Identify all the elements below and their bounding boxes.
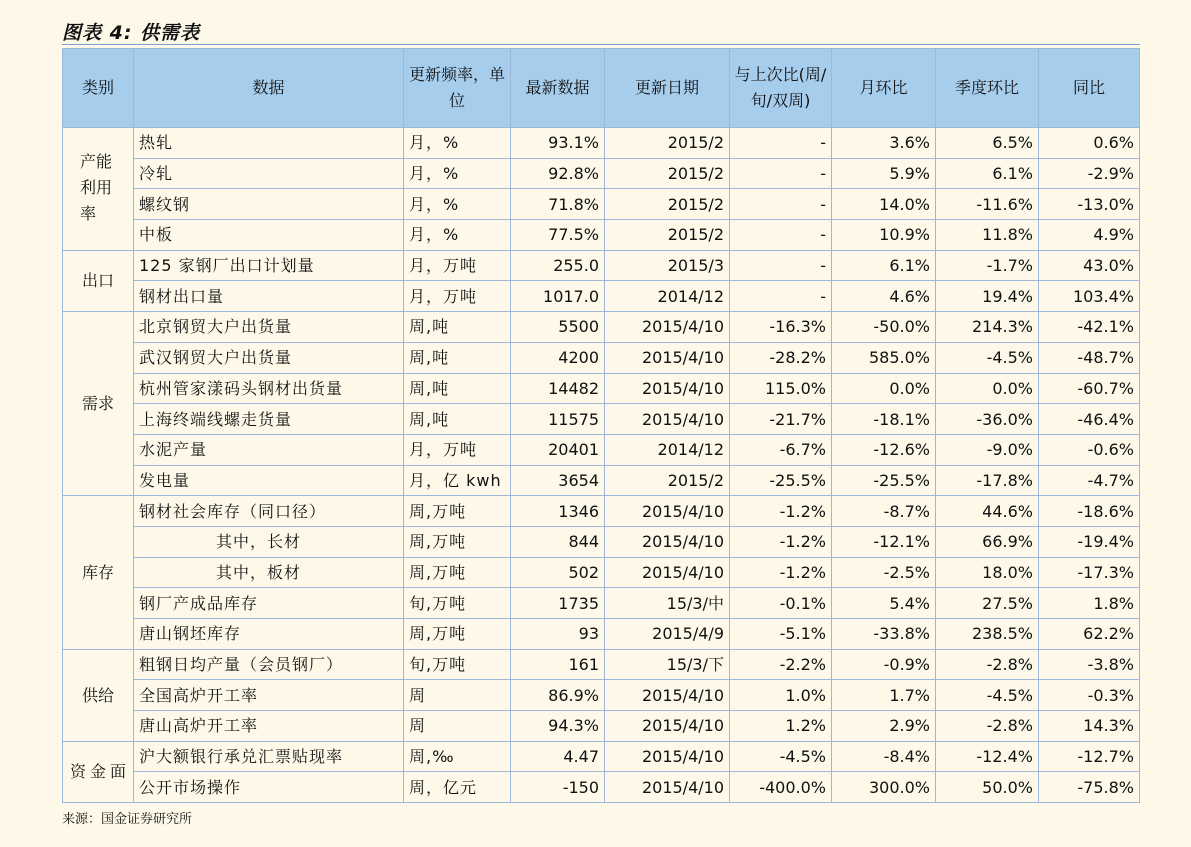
mom-cell: 5.9% (832, 158, 936, 189)
source-note: 来源：国金证券研究所 (62, 812, 193, 827)
date-cell: 2015/4/10 (605, 526, 730, 557)
date-cell: 15/3/中 (605, 588, 730, 619)
vs-prev-cell: 1.0% (730, 680, 832, 711)
date-cell: 2015/4/10 (605, 711, 730, 742)
vs-prev-cell: 1.2% (730, 711, 832, 742)
yoy-cell: 0.6% (1039, 128, 1140, 159)
data-name-cell: 粗钢日均产量（会员钢厂） (134, 649, 404, 680)
data-name-cell: 杭州管家漾码头钢材出货量 (134, 373, 404, 404)
category-cell (63, 741, 134, 802)
header-qoq: 季度环比 (936, 49, 1039, 128)
unit-cell: 周,吨 (404, 312, 511, 343)
header-vs-prev: 与上次比(周/旬/双周) (730, 49, 832, 128)
mom-cell: -12.6% (832, 434, 936, 465)
category-label: 供给 (81, 685, 114, 705)
qoq-cell: 50.0% (936, 772, 1039, 803)
unit-cell: 周,万吨 (404, 526, 511, 557)
latest-cell: 71.8% (511, 189, 605, 220)
vs-prev-cell: -6.7% (730, 434, 832, 465)
latest-cell: 255.0 (511, 250, 605, 281)
data-name-cell: 冷轧 (134, 158, 404, 189)
yoy-cell: -4.7% (1039, 465, 1140, 496)
data-name-cell: 中板 (134, 220, 404, 251)
latest-cell: 4200 (511, 342, 605, 373)
unit-cell: 月，亿 kwh (404, 465, 511, 496)
qoq-cell: 11.8% (936, 220, 1039, 251)
latest-cell: 77.5% (511, 220, 605, 251)
category-cell (63, 312, 134, 496)
data-name-cell: 武汉钢贸大户出货量 (134, 342, 404, 373)
vs-prev-cell: - (730, 250, 832, 281)
table-row (63, 557, 1140, 588)
data-name-cell: 水泥产量 (134, 434, 404, 465)
vs-prev-cell: -28.2% (730, 342, 832, 373)
table-row (63, 342, 1140, 373)
table-title: 图表 4: 供需表 (62, 22, 201, 44)
vs-prev-cell: -16.3% (730, 312, 832, 343)
latest-cell: 161 (511, 649, 605, 680)
latest-cell: 11575 (511, 404, 605, 435)
qoq-cell: 238.5% (936, 619, 1039, 650)
date-cell: 2015/4/10 (605, 680, 730, 711)
mom-cell: 585.0% (832, 342, 936, 373)
unit-cell: 月，% (404, 128, 511, 159)
unit-cell: 月，% (404, 189, 511, 220)
category-label: 库存 (81, 562, 114, 582)
mom-cell: -33.8% (832, 619, 936, 650)
data-name-cell: 北京钢贸大户出货量 (134, 312, 404, 343)
latest-cell: 92.8% (511, 158, 605, 189)
date-cell: 2015/4/9 (605, 619, 730, 650)
table-row (63, 619, 1140, 650)
date-cell: 2015/4/10 (605, 373, 730, 404)
table-row (63, 312, 1140, 343)
latest-cell: -150 (511, 772, 605, 803)
table-body (63, 128, 1140, 803)
mom-cell: 2.9% (832, 711, 936, 742)
data-name-cell: 钢材出口量 (134, 281, 404, 312)
yoy-cell: -46.4% (1039, 404, 1140, 435)
qoq-cell: 27.5% (936, 588, 1039, 619)
qoq-cell: 6.5% (936, 128, 1039, 159)
table-row (63, 189, 1140, 220)
yoy-cell: 43.0% (1039, 250, 1140, 281)
unit-cell: 月，万吨 (404, 434, 511, 465)
category-cell (63, 128, 134, 251)
qoq-cell: 6.1% (936, 158, 1039, 189)
mom-cell: 4.6% (832, 281, 936, 312)
category-label: 资金面 (70, 762, 126, 782)
qoq-cell: 44.6% (936, 496, 1039, 527)
header-mom: 月环比 (832, 49, 936, 128)
unit-cell: 周,吨 (404, 342, 511, 373)
yoy-cell: -13.0% (1039, 189, 1140, 220)
yoy-cell: -42.1% (1039, 312, 1140, 343)
yoy-cell: 1.8% (1039, 588, 1140, 619)
yoy-cell: -17.3% (1039, 557, 1140, 588)
qoq-cell: 66.9% (936, 526, 1039, 557)
date-cell: 2015/2 (605, 465, 730, 496)
mom-cell: -8.4% (832, 741, 936, 772)
yoy-cell: -3.8% (1039, 649, 1140, 680)
header-freq-unit: 更新频率，单位 (404, 49, 511, 128)
latest-cell: 1735 (511, 588, 605, 619)
latest-cell: 1017.0 (511, 281, 605, 312)
latest-cell: 1346 (511, 496, 605, 527)
date-cell: 2015/2 (605, 189, 730, 220)
vs-prev-cell: 115.0% (730, 373, 832, 404)
vs-prev-cell: -1.2% (730, 496, 832, 527)
header-latest: 最新数据 (511, 49, 605, 128)
table-row (63, 281, 1140, 312)
unit-cell: 周,万吨 (404, 496, 511, 527)
data-name-cell: 其中，长材 (134, 526, 404, 557)
date-cell: 2015/4/10 (605, 312, 730, 343)
header-data: 数据 (134, 49, 404, 128)
table-row (63, 220, 1140, 251)
latest-cell: 4.47 (511, 741, 605, 772)
unit-cell: 周,‰ (404, 741, 511, 772)
table-row (63, 434, 1140, 465)
data-name-cell: 发电量 (134, 465, 404, 496)
table-row (63, 250, 1140, 281)
date-cell: 2015/4/10 (605, 772, 730, 803)
mom-cell: 5.4% (832, 588, 936, 619)
date-cell: 2014/12 (605, 281, 730, 312)
table-row (63, 680, 1140, 711)
table-row (63, 373, 1140, 404)
yoy-cell: -75.8% (1039, 772, 1140, 803)
mom-cell: 300.0% (832, 772, 936, 803)
date-cell: 2015/2 (605, 158, 730, 189)
yoy-cell: -12.7% (1039, 741, 1140, 772)
mom-cell: 1.7% (832, 680, 936, 711)
qoq-cell: 19.4% (936, 281, 1039, 312)
mom-cell: -8.7% (832, 496, 936, 527)
category-label: 产能利用率 (80, 152, 113, 224)
unit-cell: 旬,万吨 (404, 649, 511, 680)
yoy-cell: 103.4% (1039, 281, 1140, 312)
qoq-cell: -4.5% (936, 680, 1039, 711)
data-name-cell: 公开市场操作 (134, 772, 404, 803)
table-row (63, 649, 1140, 680)
data-name-cell: 125 家钢厂出口计划量 (134, 250, 404, 281)
data-name-cell: 上海终端线螺走货量 (134, 404, 404, 435)
unit-cell: 周,吨 (404, 404, 511, 435)
table-row (63, 158, 1140, 189)
latest-cell: 5500 (511, 312, 605, 343)
unit-cell: 周 (404, 680, 511, 711)
table-row (63, 741, 1140, 772)
category-cell (63, 649, 134, 741)
data-name-cell: 螺纹钢 (134, 189, 404, 220)
mom-cell: -12.1% (832, 526, 936, 557)
vs-prev-cell: -400.0% (730, 772, 832, 803)
yoy-cell: -60.7% (1039, 373, 1140, 404)
unit-cell: 旬,万吨 (404, 588, 511, 619)
mom-cell: -2.5% (832, 557, 936, 588)
category-cell (63, 250, 134, 311)
category-cell (63, 496, 134, 649)
category-label: 出口 (81, 271, 114, 291)
data-name-cell: 全国高炉开工率 (134, 680, 404, 711)
qoq-cell: 0.0% (936, 373, 1039, 404)
date-cell: 2015/3 (605, 250, 730, 281)
latest-cell: 86.9% (511, 680, 605, 711)
vs-prev-cell: -21.7% (730, 404, 832, 435)
data-name-cell: 其中，板材 (134, 557, 404, 588)
latest-cell: 844 (511, 526, 605, 557)
unit-cell: 月，% (404, 220, 511, 251)
yoy-cell: 14.3% (1039, 711, 1140, 742)
qoq-cell: -9.0% (936, 434, 1039, 465)
vs-prev-cell: -1.2% (730, 526, 832, 557)
mom-cell: -50.0% (832, 312, 936, 343)
mom-cell: -18.1% (832, 404, 936, 435)
date-cell: 2015/4/10 (605, 496, 730, 527)
latest-cell: 93.1% (511, 128, 605, 159)
qoq-cell: -1.7% (936, 250, 1039, 281)
category-label: 需求 (81, 394, 114, 414)
vs-prev-cell: -25.5% (730, 465, 832, 496)
yoy-cell: 62.2% (1039, 619, 1140, 650)
yoy-cell: 4.9% (1039, 220, 1140, 251)
vs-prev-cell: - (730, 128, 832, 159)
unit-cell: 月，万吨 (404, 250, 511, 281)
data-name-cell: 热轧 (134, 128, 404, 159)
header-yoy: 同比 (1039, 49, 1140, 128)
mom-cell: 10.9% (832, 220, 936, 251)
yoy-cell: -0.3% (1039, 680, 1140, 711)
table-row (63, 772, 1140, 803)
mom-cell: 3.6% (832, 128, 936, 159)
qoq-cell: -17.8% (936, 465, 1039, 496)
date-cell: 2015/4/10 (605, 741, 730, 772)
mom-cell: -25.5% (832, 465, 936, 496)
vs-prev-cell: - (730, 158, 832, 189)
vs-prev-cell: -5.1% (730, 619, 832, 650)
qoq-cell: -36.0% (936, 404, 1039, 435)
mom-cell: -0.9% (832, 649, 936, 680)
qoq-cell: -4.5% (936, 342, 1039, 373)
vs-prev-cell: -0.1% (730, 588, 832, 619)
vs-prev-cell: - (730, 281, 832, 312)
header-date: 更新日期 (605, 49, 730, 128)
vs-prev-cell: - (730, 220, 832, 251)
data-name-cell: 唐山高炉开工率 (134, 711, 404, 742)
data-name-cell: 唐山钢坯库存 (134, 619, 404, 650)
unit-cell: 月，万吨 (404, 281, 511, 312)
qoq-cell: -2.8% (936, 649, 1039, 680)
table-row (63, 465, 1140, 496)
date-cell: 2014/12 (605, 434, 730, 465)
latest-cell: 20401 (511, 434, 605, 465)
qoq-cell: -11.6% (936, 189, 1039, 220)
date-cell: 2015/2 (605, 220, 730, 251)
date-cell: 2015/4/10 (605, 342, 730, 373)
table-row (63, 404, 1140, 435)
qoq-cell: 18.0% (936, 557, 1039, 588)
title-divider (62, 44, 1140, 45)
date-cell: 2015/4/10 (605, 557, 730, 588)
yoy-cell: -2.9% (1039, 158, 1140, 189)
latest-cell: 14482 (511, 373, 605, 404)
unit-cell: 周,万吨 (404, 557, 511, 588)
yoy-cell: -19.4% (1039, 526, 1140, 557)
date-cell: 2015/2 (605, 128, 730, 159)
unit-cell: 周 (404, 711, 511, 742)
data-name-cell: 钢材社会库存（同口径） (134, 496, 404, 527)
yoy-cell: -18.6% (1039, 496, 1140, 527)
yoy-cell: -0.6% (1039, 434, 1140, 465)
qoq-cell: -2.8% (936, 711, 1039, 742)
header-category: 类别 (63, 49, 134, 128)
header-row (63, 49, 1140, 128)
vs-prev-cell: -2.2% (730, 649, 832, 680)
unit-cell: 周,吨 (404, 373, 511, 404)
supply-demand-table (62, 48, 1140, 803)
qoq-cell: 214.3% (936, 312, 1039, 343)
table-row (63, 526, 1140, 557)
date-cell: 15/3/下 (605, 649, 730, 680)
mom-cell: 6.1% (832, 250, 936, 281)
latest-cell: 93 (511, 619, 605, 650)
mom-cell: 14.0% (832, 189, 936, 220)
unit-cell: 周，亿元 (404, 772, 511, 803)
qoq-cell: -12.4% (936, 741, 1039, 772)
latest-cell: 502 (511, 557, 605, 588)
table-row (63, 711, 1140, 742)
date-cell: 2015/4/10 (605, 404, 730, 435)
vs-prev-cell: - (730, 189, 832, 220)
latest-cell: 3654 (511, 465, 605, 496)
table-row (63, 588, 1140, 619)
table-row (63, 496, 1140, 527)
latest-cell: 94.3% (511, 711, 605, 742)
table-row (63, 128, 1140, 159)
unit-cell: 月，% (404, 158, 511, 189)
data-name-cell: 钢厂产成品库存 (134, 588, 404, 619)
mom-cell: 0.0% (832, 373, 936, 404)
vs-prev-cell: -1.2% (730, 557, 832, 588)
data-name-cell: 沪大额银行承兑汇票贴现率 (134, 741, 404, 772)
unit-cell: 周,万吨 (404, 619, 511, 650)
vs-prev-cell: -4.5% (730, 741, 832, 772)
yoy-cell: -48.7% (1039, 342, 1140, 373)
